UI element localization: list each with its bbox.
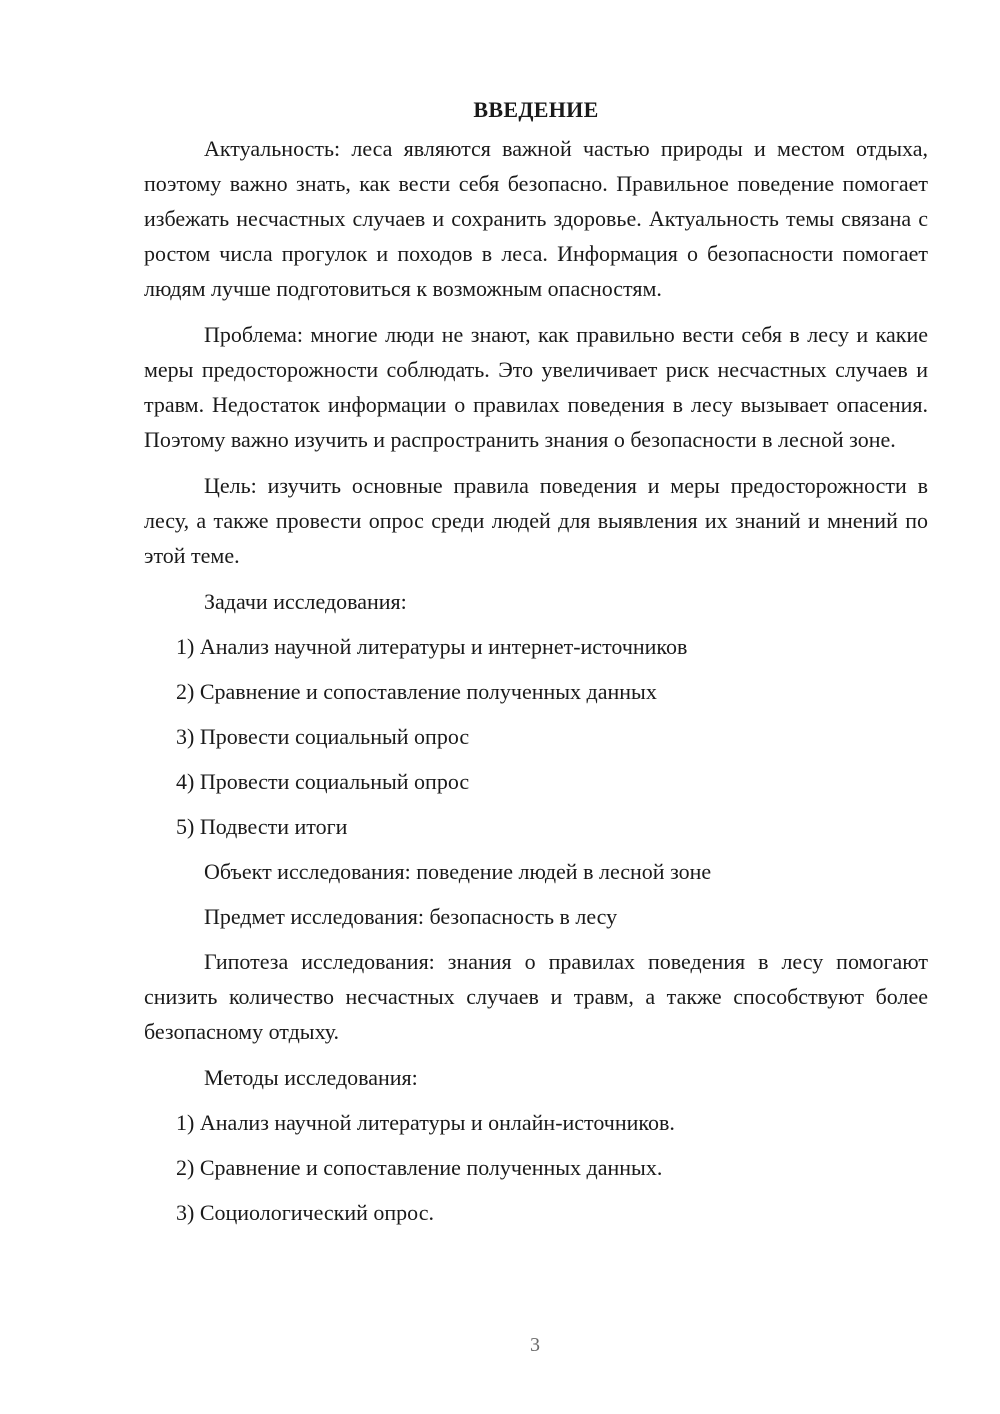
method-item-2: 2) Сравнение и сопоставление полученных данных. [176, 1155, 663, 1180]
goal-paragraph: Цель: изучить основные правила поведения и меры предосторожности в лесу, а также провести опрос среди людей для выявления их знаний и мнений по этой теме. [144, 473, 928, 568]
method-item-3: 3) Социологический опрос. [176, 1200, 434, 1225]
task-item-2: 2) Сравнение и сопоставление полученных данных [176, 679, 657, 704]
page-title: ВВЕДЕНИЕ [473, 97, 599, 122]
hypothesis-paragraph: Гипотеза исследования: знания о правилах поведения в лесу помогают снизить количество несчастных случаев и травм, а также способствуют более безопасному отдыху. [144, 949, 928, 1044]
methods-heading: Методы исследования: [204, 1065, 418, 1090]
task-item-5: 5) Подвести итоги [176, 814, 348, 839]
task-item-3: 3) Провести социальный опрос [176, 724, 470, 749]
page-number: 3 [530, 1334, 540, 1356]
relevance-paragraph: Актуальность: леса являются важной частью природы и местом отдыха, поэтому важно знать, как вести себя безопасно. Правильное поведение помогает избежать несчастных случаев и сохранить здоровье. Актуальность темы связана с ростом числа прогулок и походов в леса. Информация о безопасности помогает людям лучше подготовиться к возможным опасностям. [144, 136, 928, 301]
task-item-1: 1) Анализ научной литературы и интернет-источников [176, 634, 688, 659]
method-item-1: 1) Анализ научной литературы и онлайн-источников. [176, 1110, 675, 1135]
research-subject: Предмет исследования: безопасность в лесу [204, 904, 618, 929]
problem-paragraph: Проблема: многие люди не знают, как правильно вести себя в лесу и какие меры предосторожности соблюдать. Это увеличивает риск несчастных случаев и травм. Недостаток информации о правилах поведения в лесу вызывает опасения. Поэтому важно изучить и распространить знания о безопасности в лесной зоне. [144, 322, 928, 452]
task-item-4: 4) Провести социальный опрос [176, 769, 470, 794]
document-page [144, 92, 928, 1240]
research-object: Объект исследования: поведение людей в лесной зоне [204, 859, 712, 884]
tasks-heading: Задачи исследования: [204, 589, 407, 614]
